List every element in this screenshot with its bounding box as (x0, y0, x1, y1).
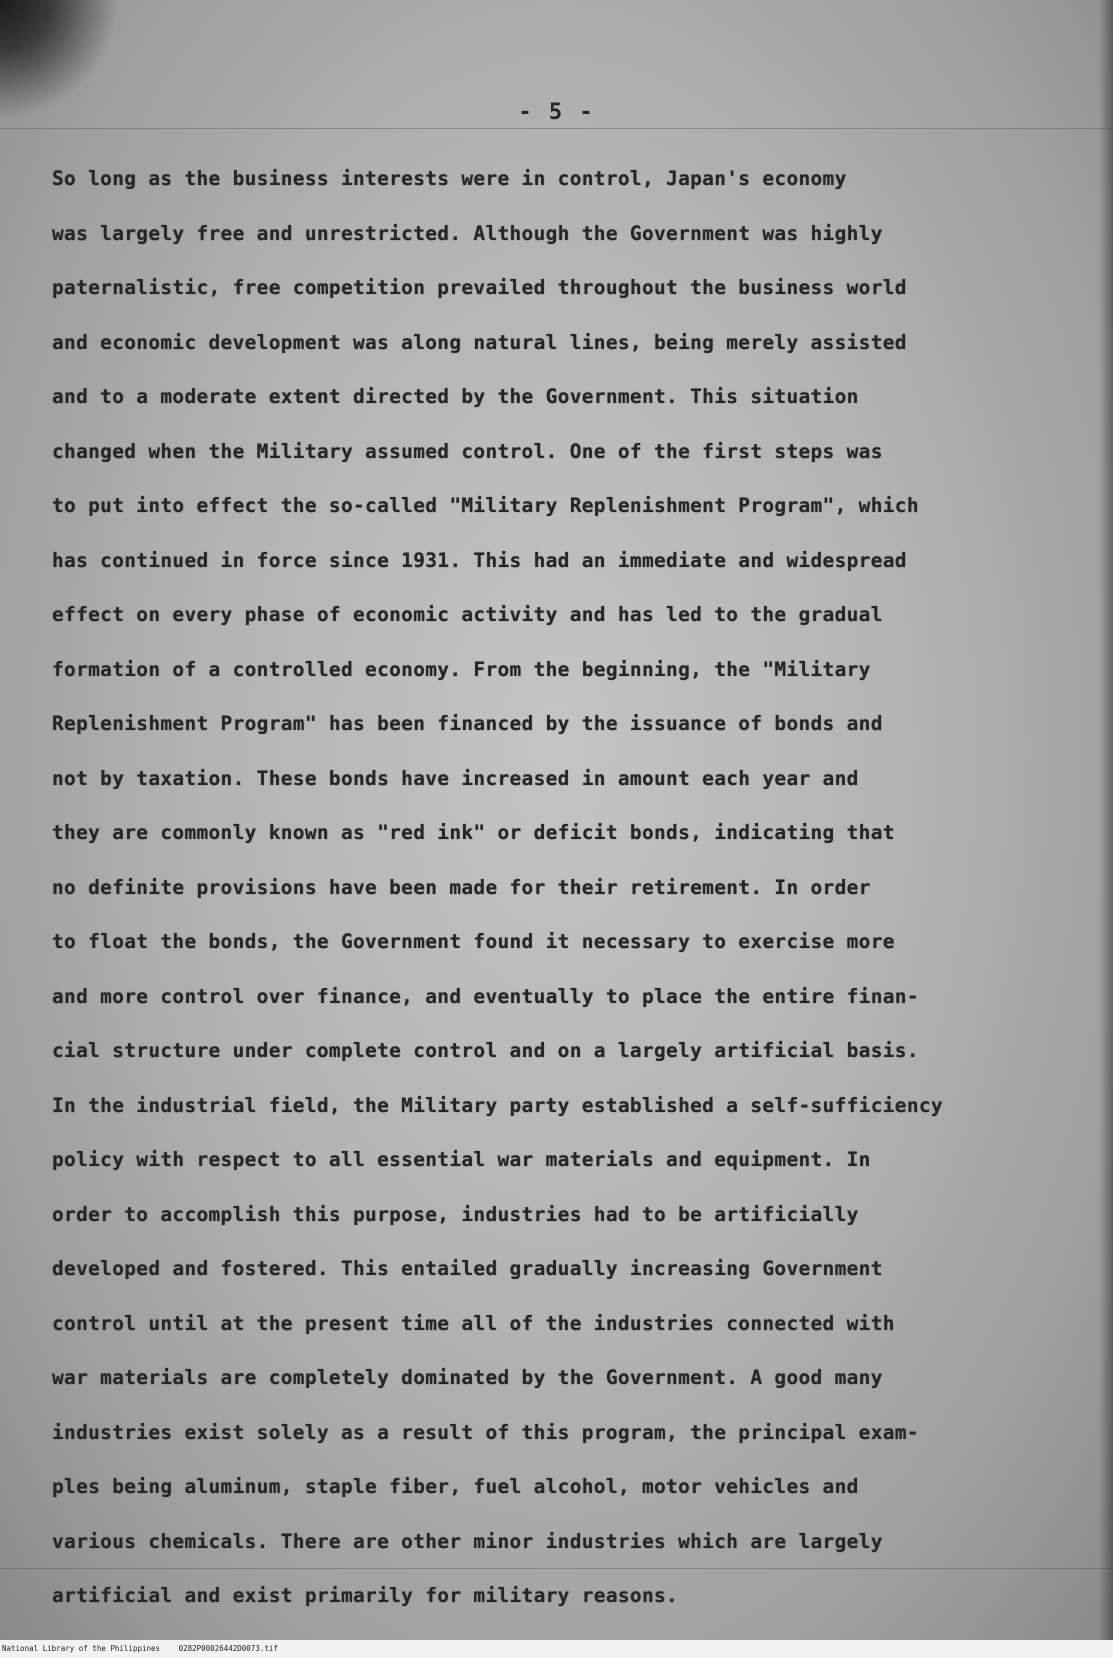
text-line: developed and fostered. This entailed gradually increasing Government (52, 1257, 883, 1280)
text-line: Replenishment Program" has been financed by the issuance of bonds and (52, 712, 883, 735)
text-line: they are commonly known as "red ink" or deficit bonds, indicating that (52, 821, 895, 844)
text-line: not by taxation. These bonds have increased in amount each year and (52, 766, 859, 790)
text-line: to put into effect the so-called "Military Replenishment Program", which (52, 494, 919, 517)
text-line: was largely free and unrestricted. Although the Government was highly (52, 221, 883, 245)
page-number: - 5 - (518, 100, 595, 125)
text-line: cial structure under complete control and on a largely artificial basis. (52, 1039, 919, 1062)
text-line: industries exist solely as a result of this program, the principal exam- (52, 1420, 919, 1444)
scan-edge-shadow (1099, 0, 1113, 1640)
scan-fold-line (0, 128, 1113, 129)
text-line: and economic development was along natural lines, being merely assisted (52, 330, 907, 354)
text-line: changed when the Military assumed control. One of the first steps was (52, 439, 883, 463)
text-line: paternalistic, free competition prevailed throughout the business world (52, 276, 907, 299)
text-line: effect on every phase of economic activity and has led to the gradual (52, 603, 883, 626)
text-line: has continued in force since 1931. This had an immediate and widespread (52, 548, 907, 572)
text-line: and to a moderate extent directed by the Government. This situation (52, 385, 859, 408)
body-paragraph (52, 152, 1092, 1624)
text-line: no definite provisions have been made for their retirement. In order (52, 875, 871, 899)
footer-library-name: National Library of the Philippines (2, 1644, 161, 1653)
text-line: war materials are completely dominated by the Government. A good many (52, 1366, 883, 1389)
text-line: and more control over finance, and eventually to place the entire finan- (52, 984, 919, 1008)
text-line: ples being aluminum, staple fiber, fuel alcohol, motor vehicles and (52, 1475, 859, 1498)
text-line: formation of a controlled economy. From the beginning, the "Military (52, 657, 871, 681)
text-line: to float the bonds, the Government found it necessary to exercise more (52, 930, 895, 953)
text-line: artificial and exist primarily for military reasons. (52, 1584, 679, 1607)
text-line: various chemicals. There are other minor industries which are largely (52, 1529, 883, 1553)
text-line: order to accomplish this purpose, industries had to be artificially (52, 1202, 859, 1226)
text-line: So long as the business interests were in control, Japan's economy (52, 167, 847, 190)
text-line: In the industrial field, the Military party established a self-sufficiency (52, 1093, 943, 1117)
footer-file-name: 0282P00026442D0073.tif (178, 1644, 278, 1653)
text-line: policy with respect to all essential war materials and equipment. In (52, 1148, 871, 1171)
text-line: control until at the present time all of the industries connected with (52, 1311, 895, 1335)
scan-footer (0, 1640, 1113, 1658)
